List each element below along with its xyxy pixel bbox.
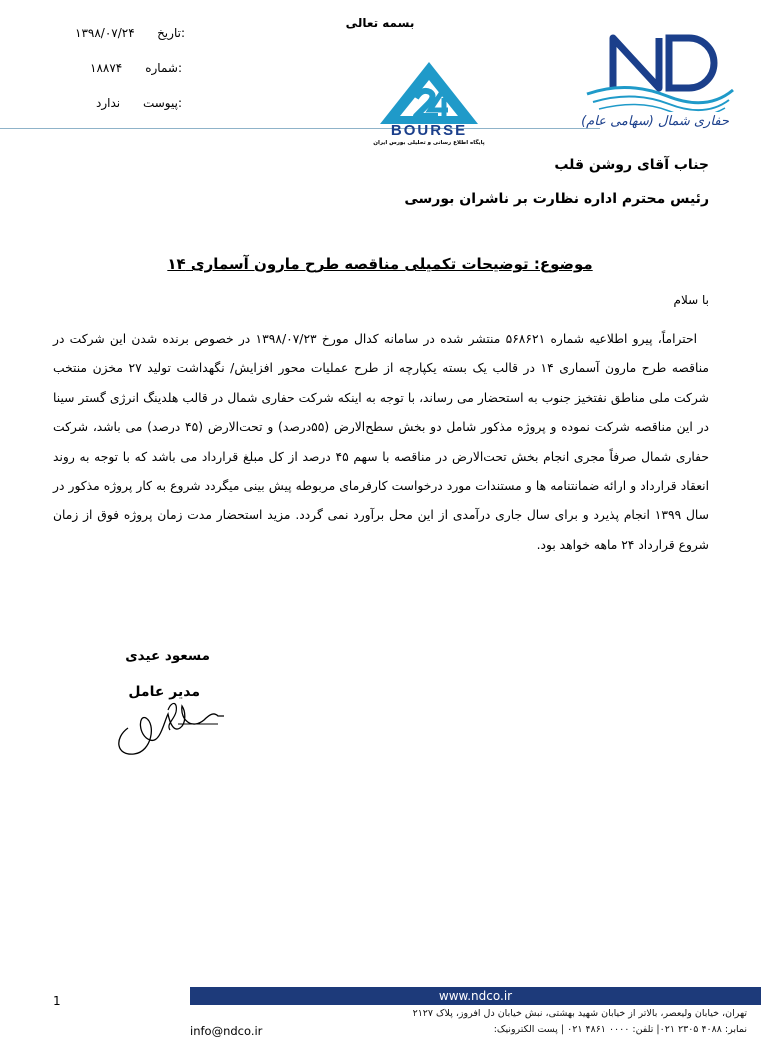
footer-contact: نمابر: ۴۰۸۸ ۲۳۰۵ ۰۲۱| تلفن: ۰۰۰۰ ۴۸۶۱ ۰۲۱ | پست الکترونیک: [493,1024,747,1035]
ndc-logo-icon [585,28,735,112]
bourse-logo-caption: پایگاه اطلاع رسانی و تحلیلی بورس ایران [373,140,485,146]
recipient-title: رئیس محترم اداره نظارت بر ناشران بورسی [404,191,709,207]
bourse-logo [370,58,488,154]
ndc-logo-text: حفاری شمال (سهامی عام) [581,114,729,129]
number-label: شماره: [145,61,182,75]
letter-body [53,325,709,560]
footer-address: تهران، خیابان ولیعصر، بالاتر از خیابان شهید بهشتی، نبش خیابان دل افروز، پلاک ۲۱۲۷ [412,1008,747,1019]
bourse-logo-icon [370,58,488,130]
date-label: تاریخ: [157,26,185,40]
bourse-logo-text: BOURSE [390,122,468,139]
attachment-value: ندارد [96,96,121,110]
greeting: با سلام [673,293,709,307]
page-number: 1 [53,994,61,1008]
basmala: بسمه تعالی [345,16,415,30]
subject-text: موضوع: توضیحات تکمیلی مناقصه طرح مارون آسماری ۱۴ [167,255,593,273]
recipient-name: جناب آقای روشن قلب [554,157,709,173]
signature-scribble [108,688,224,760]
attachment-label: پیوست: [142,96,182,110]
signer-title: مدیر عامل [128,684,200,700]
ndc-logo [581,28,735,140]
signer-name: مسعود عیدی [125,648,210,664]
date-value: ۱۳۹۸/۰۷/۲۴ [75,26,135,40]
header-divider [0,128,600,129]
footer-email-link[interactable]: info@ndco.ir [190,1024,263,1038]
number-value: ۱۸۸۷۴ [90,61,123,75]
footer-website-band [190,987,761,1005]
footer-website-link[interactable]: www.ndco.ir [438,989,513,1003]
subject-line [120,255,640,273]
body-paragraph: احتراماً، پیرو اطلاعیه شماره ۵۶۸۶۲۱ منتشر شده در سامانه کدال مورخ ۱۳۹۸/۰۷/۲۳ در خصوص برنده شدن این شرکت در مناقصه طرح مارون آسماری ۱۴ در قالب یک بسته یکپارچه از طرح عملیات محور افزایش/ نگهداشت تولید ۲۷ مخزن منتخب شرکت ملی مناطق نفتخیز جنوب به استحضار می رساند، با توجه به اینکه شرکت حفاری شمال در قالب هلدینگ انرژی گستر سینا در این مناقصه شرکت نموده و پروژه مذکور شامل دو بخش سطح‌الارض (۵۵درصد) و تحت‌الارض (۴۵ درصد) می باشد، شرکت حفاری شمال صرفاً مجری انجام بخش تحت‌الارض در مناقصه با سهم ۴۵ درصد از کل مبلغ قرارداد می باشد که با توجه به روند انعقاد قرارداد و ارائه ضمانتنامه ها و مستندات مورد درخواست کارفرمای مربوطه پیش بینی میگردد شروع به کار پروژه مذکور در سال ۱۳۹۹ انجام پذیرد و برای سال جاری درآمدی از این محل برآورد نمی گردد. مزید استحضار مدت زمان پروژه فوق از زمان شروع قرارداد ۲۴ ماهه خواهد بود. [53,332,710,552]
